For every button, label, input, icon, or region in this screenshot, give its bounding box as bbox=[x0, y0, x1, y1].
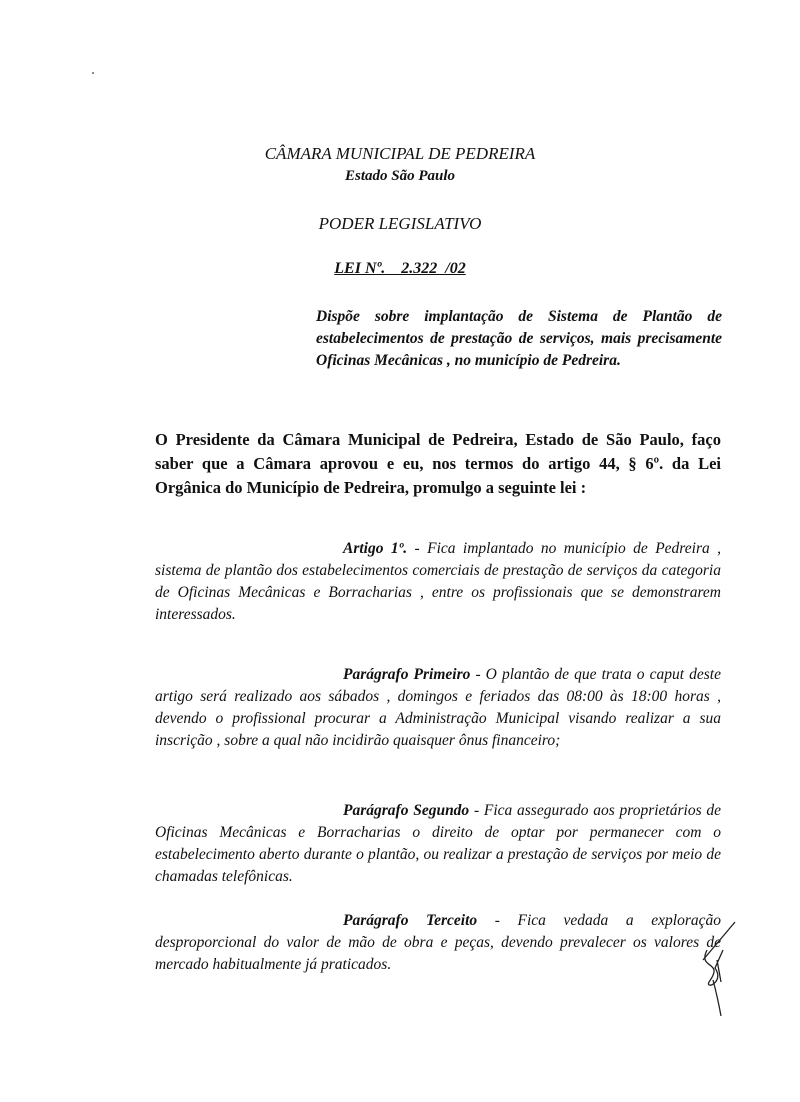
paragraph-text: - Fica vedada a exploração desproporcional do valor de mão de obra e peças, devendo prevalecer os valores de mercado habitualmente já praticados. bbox=[155, 912, 721, 973]
law-summary: Dispõe sobre implantação de Sistema de Plantão de estabelecimentos de prestação de serviços, mais precisamente Oficinas Mecânicas , no município de Pedreira. bbox=[316, 308, 722, 369]
article-text: - Fica implantado no município de Pedreira , sistema de plantão dos estabelecimentos comerciais de prestação de serviços da categoria de Oficinas Mecânicas e Borracharias , entre os profissionais que se demonstrarem interessados. bbox=[155, 540, 721, 623]
paragraph-heading: Parágrafo Segundo bbox=[343, 802, 470, 819]
paragraph-text: - Fica assegurado aos proprietários de Oficinas Mecânicas e Borracharias o direito de optar por permanecer com o estabelecimento aberto durante o plantão, ou realizar a prestação de serviços por meio de chamadas telefônicas. bbox=[155, 802, 721, 885]
paragraph-heading: Parágrafo Terceito bbox=[343, 912, 478, 929]
institution-title: CÂMARA MUNICIPAL DE PEDREIRA bbox=[264, 144, 536, 163]
paragraph-text: - O plantão de que trata o caput deste artigo será realizado aos sábados , domingos e feriados das 08:00 às 18:00 horas , devendo o profissional procurar a Administração Municipal visando realizar a sua inscrição , sobre a qual não incidirão quaisquer ônus financeiro; bbox=[155, 666, 721, 749]
paragraph-heading: Parágrafo Primeiro bbox=[343, 666, 471, 683]
law-number-text: LEI Nº. 2.322 /02 bbox=[334, 260, 466, 277]
paragraph-first bbox=[155, 664, 721, 752]
branch-title: PODER LEGISLATIVO bbox=[318, 214, 482, 233]
promulgation-intro: O Presidente da Câmara Municipal de Pedreira, Estado de São Paulo, faço saber que a Câmara aprovou e eu, nos termos do artigo 44, § 6º. da Lei Orgânica do Município de Pedreira, promulgo a seguinte lei : bbox=[155, 430, 721, 497]
scan-speck bbox=[92, 72, 94, 74]
article-heading: Artigo 1º. bbox=[343, 540, 408, 557]
article-1 bbox=[155, 538, 721, 626]
paragraph-second bbox=[155, 800, 721, 888]
signature-initials bbox=[695, 920, 745, 1020]
law-number bbox=[0, 260, 800, 278]
paragraph-third bbox=[155, 910, 721, 976]
state-subtitle: Estado São Paulo bbox=[344, 168, 456, 184]
